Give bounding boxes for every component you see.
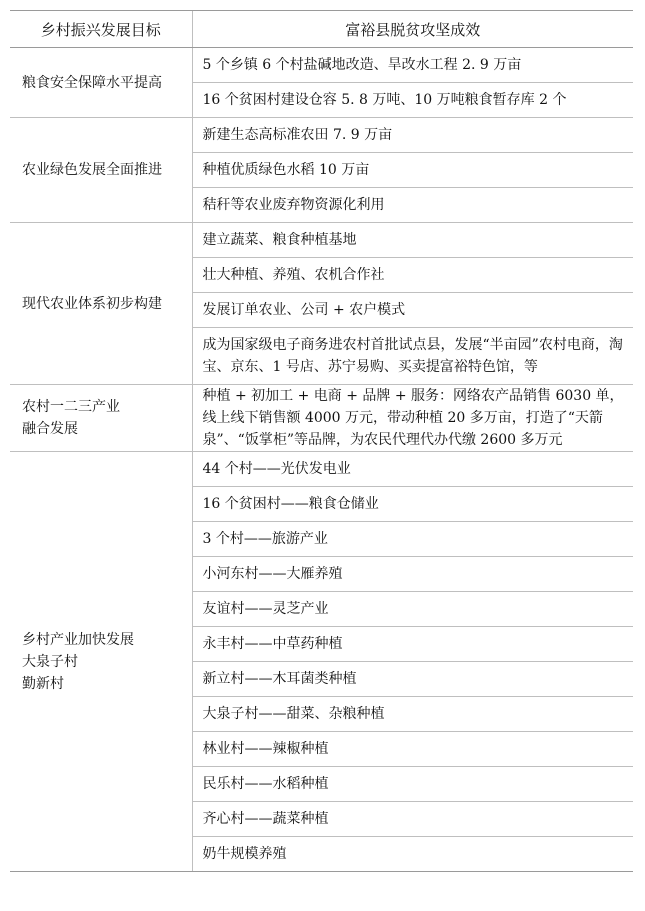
result-cell: 16 个贫困村——粮食仓储业 xyxy=(192,487,633,522)
result-cell: 齐心村——蔬菜种植 xyxy=(192,802,633,837)
table-row xyxy=(10,48,633,83)
result-cell: 3 个村——旅游产业 xyxy=(192,522,633,557)
goal-text: 粮食安全保障水平提高 xyxy=(22,74,162,91)
goal-text: 现代农业体系初步构建 xyxy=(22,295,162,312)
result-cell: 民乐村——水稻种植 xyxy=(192,767,633,802)
goal-cell xyxy=(10,385,192,452)
result-cell: 44 个村——光伏发电业 xyxy=(192,452,633,487)
poverty-alleviation-table xyxy=(10,10,633,872)
result-cell: 新立村——木耳菌类种植 xyxy=(192,662,633,697)
table-row xyxy=(10,385,633,452)
result-cell: 16 个贫困村建设仓容 5. 8 万吨、10 万吨粮食暂存库 2 个 xyxy=(192,83,633,118)
goal-cell xyxy=(10,452,192,872)
result-cell: 5 个乡镇 6 个村盐碱地改造、旱改水工程 2. 9 万亩 xyxy=(192,48,633,83)
goal-text: 农村一二三产业 xyxy=(22,399,120,415)
table-body xyxy=(10,48,633,872)
goal-text: 大泉子村 xyxy=(22,653,78,670)
result-cell: 种植优质绿色水稻 10 万亩 xyxy=(192,153,633,188)
goal-cell xyxy=(10,223,192,385)
goal-text: 农业绿色发展全面推进 xyxy=(22,162,162,178)
goal-cell xyxy=(10,48,192,118)
result-cell: 成为国家级电子商务进农村首批试点县，发展“半亩园”农村电商，淘宝、京东、1 号店、苏宁易购、买卖提富裕特色馆，等 xyxy=(192,328,633,385)
result-cell: 林业村——辣椒种植 xyxy=(192,732,633,767)
header-result: 富裕县脱贫攻坚成效 xyxy=(192,11,633,48)
result-cell: 壮大种植、养殖、农机合作社 xyxy=(192,258,633,293)
table-row xyxy=(10,452,633,487)
result-cell: 秸秆等农业废弃物资源化利用 xyxy=(192,188,633,223)
header-goal: 乡村振兴发展目标 xyxy=(10,11,192,48)
goal-text: 勤新村 xyxy=(22,675,64,692)
result-cell: 小河东村——大雁养殖 xyxy=(192,557,633,592)
result-cell: 友谊村——灵芝产业 xyxy=(192,592,633,627)
table-row xyxy=(10,223,633,258)
table-row xyxy=(10,118,633,153)
result-cell: 种植 + 初加工 + 电商 + 品牌 + 服务：网络农产品销售 6030 单，线上线下销售额 4000 万元，带动种植 20 多万亩，打造了“天箭泉”、“饭掌柜”等品牌，为农民代理代办代缴 2600 多万元 xyxy=(192,385,633,452)
goal-cell xyxy=(10,118,192,223)
result-cell: 新建生态高标准农田 7. 9 万亩 xyxy=(192,118,633,153)
result-cell: 发展订单农业、公司 + 农户模式 xyxy=(192,293,633,328)
goal-text: 乡村产业加快发展 xyxy=(22,631,134,648)
result-cell: 永丰村——中草药种植 xyxy=(192,627,633,662)
result-cell: 大泉子村——甜菜、杂粮种植 xyxy=(192,697,633,732)
result-cell: 奶牛规模养殖 xyxy=(192,837,633,872)
result-cell: 建立蔬菜、粮食种植基地 xyxy=(192,223,633,258)
goal-text: 融合发展 xyxy=(22,421,78,437)
table-header-row xyxy=(10,11,633,48)
